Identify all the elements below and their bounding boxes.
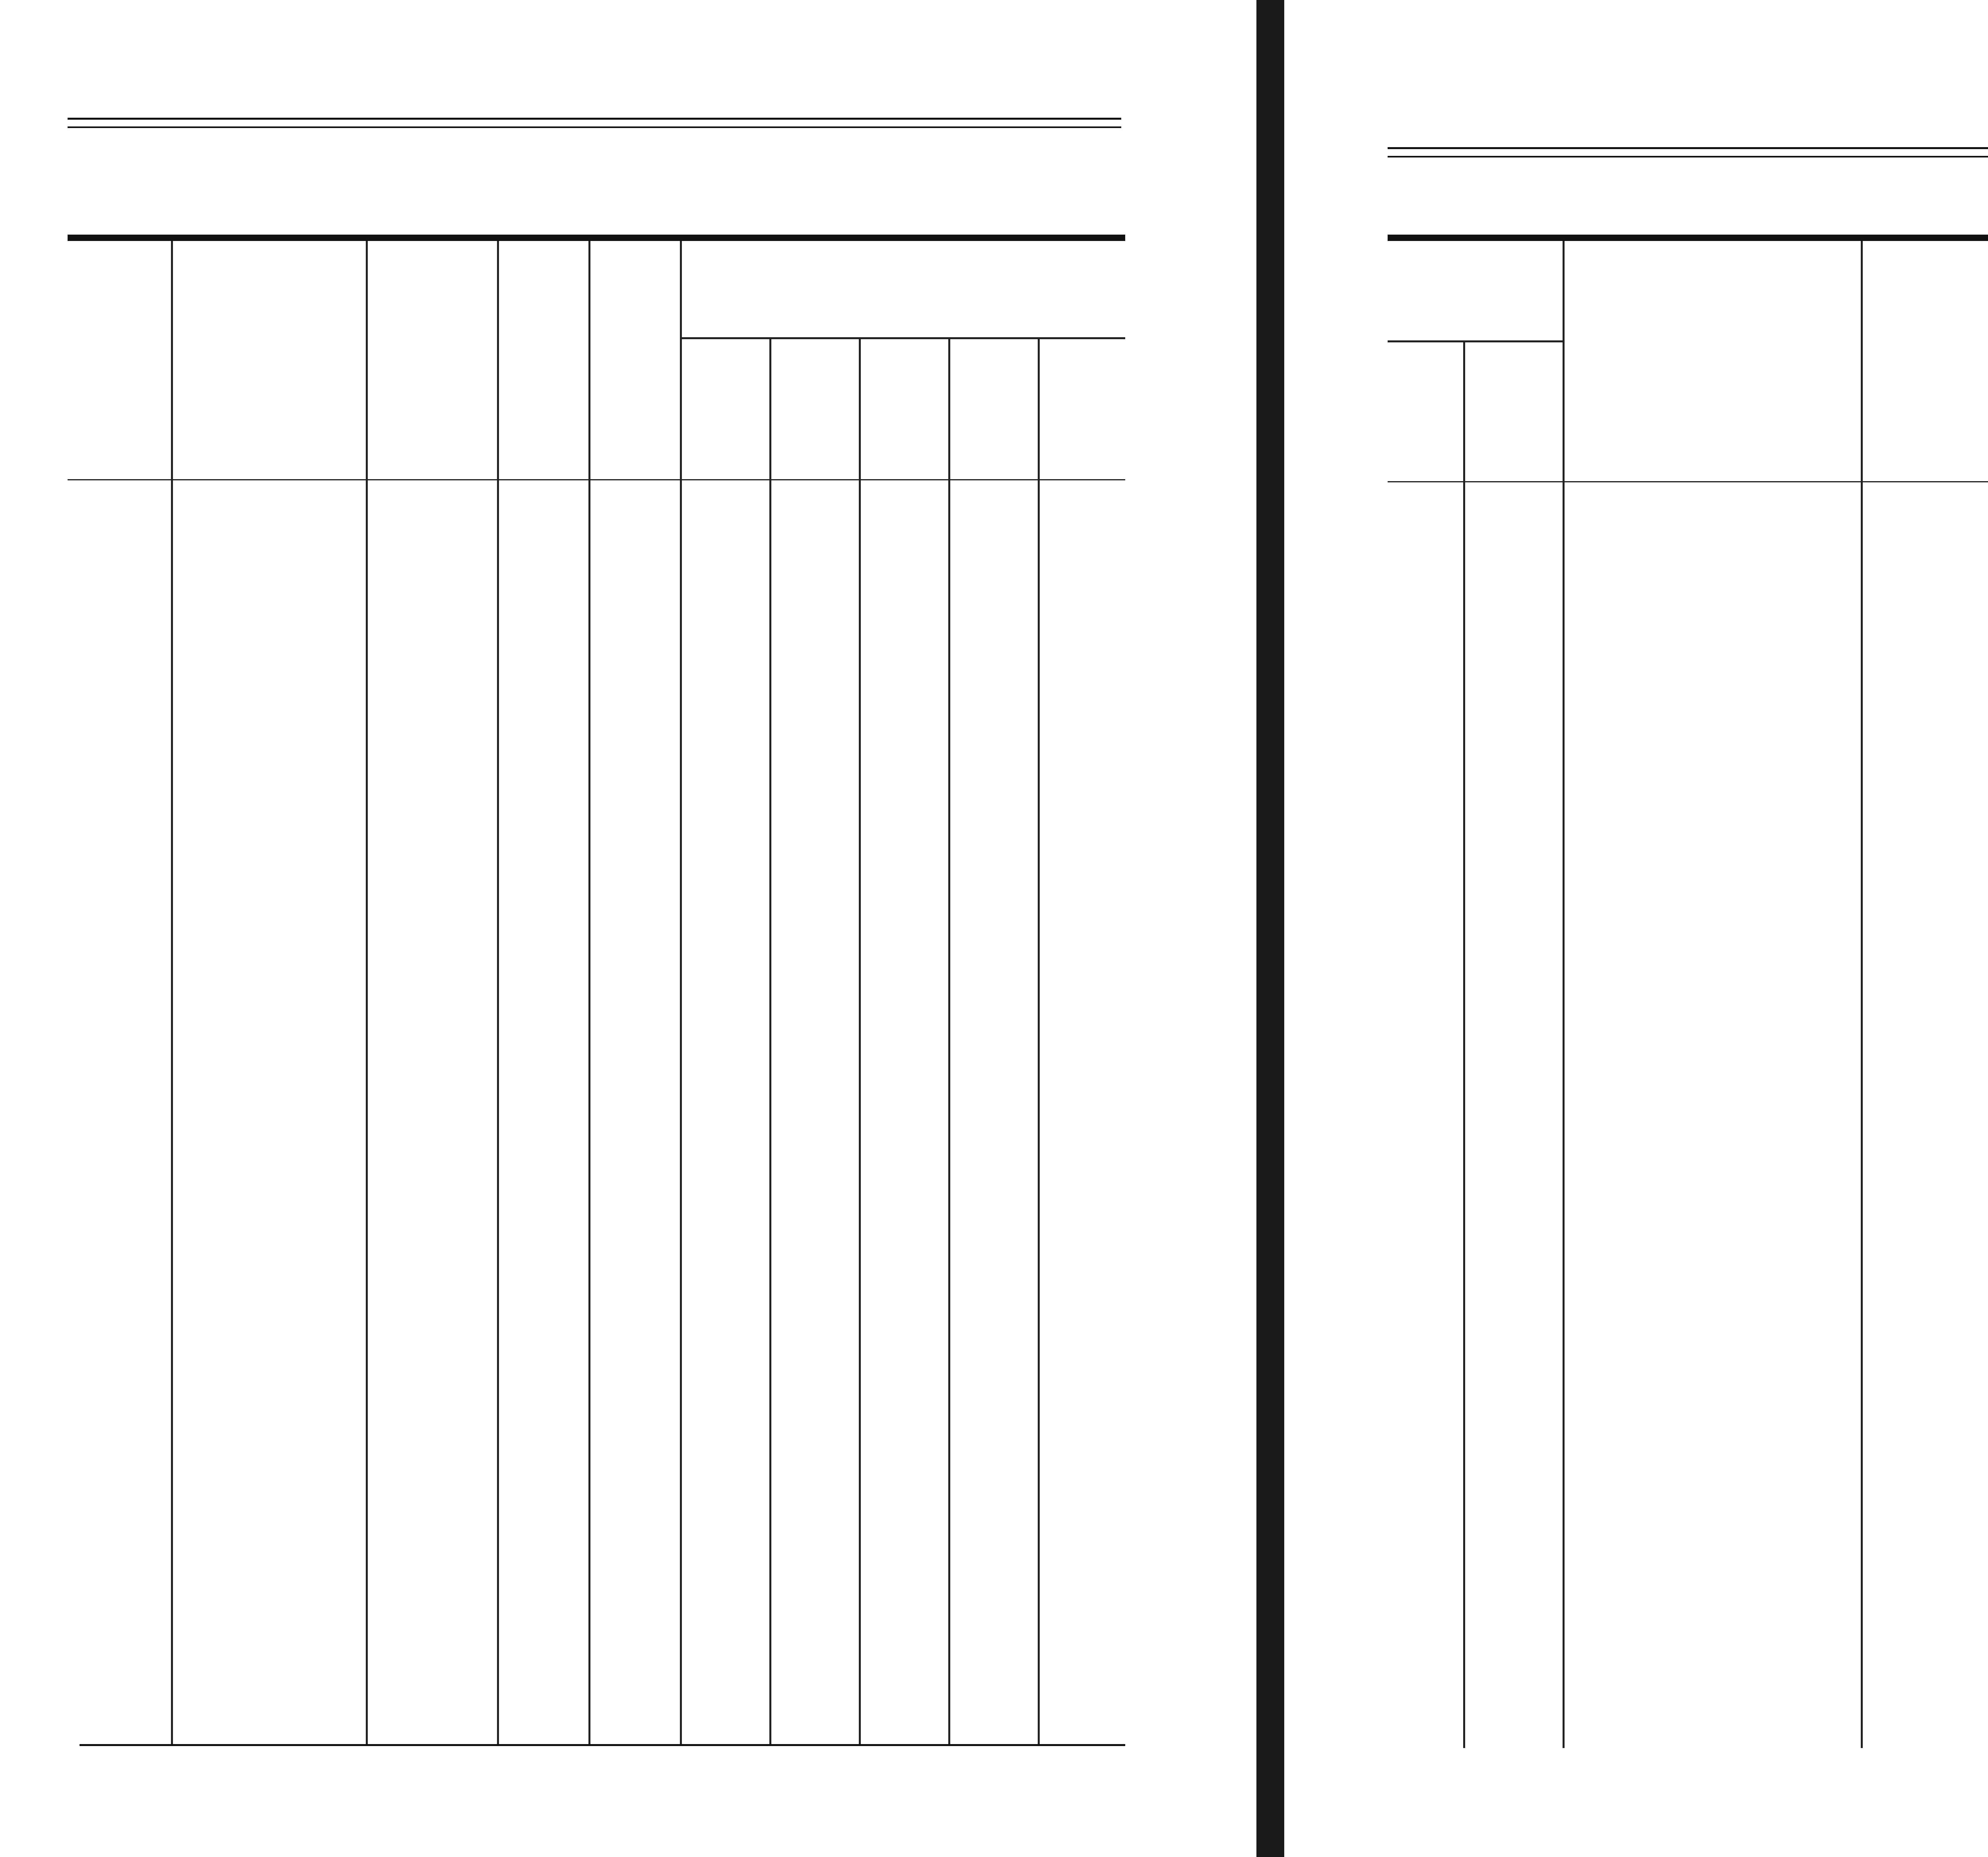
col-sep [769, 338, 771, 1744]
col-sep [1861, 241, 1863, 1748]
header-rule-2 [1388, 156, 1988, 157]
group-rule [680, 337, 1125, 339]
col-sep [588, 241, 590, 1744]
col-sep [171, 241, 173, 1744]
header-rule [1388, 147, 1988, 149]
table-top-rule [68, 235, 1125, 241]
group-rule [1388, 340, 1563, 342]
col-sep [1463, 342, 1465, 1748]
header-rule-2 [68, 126, 1121, 128]
col-sep [497, 241, 499, 1744]
col-sep [1563, 241, 1565, 1748]
col-sep [859, 338, 861, 1744]
col-sep [680, 241, 682, 1744]
header-bottom-rule [1388, 481, 1988, 482]
binding-gutter [1256, 0, 1284, 1857]
right-page [1296, 0, 1988, 1857]
table-top-rule [1388, 235, 1988, 241]
col-sep [948, 338, 950, 1744]
col-sep [366, 241, 368, 1744]
header-bottom-rule [68, 479, 1125, 480]
table-bottom-rule [80, 1744, 1125, 1746]
col-sep [1038, 338, 1040, 1744]
header-rule [68, 118, 1121, 120]
